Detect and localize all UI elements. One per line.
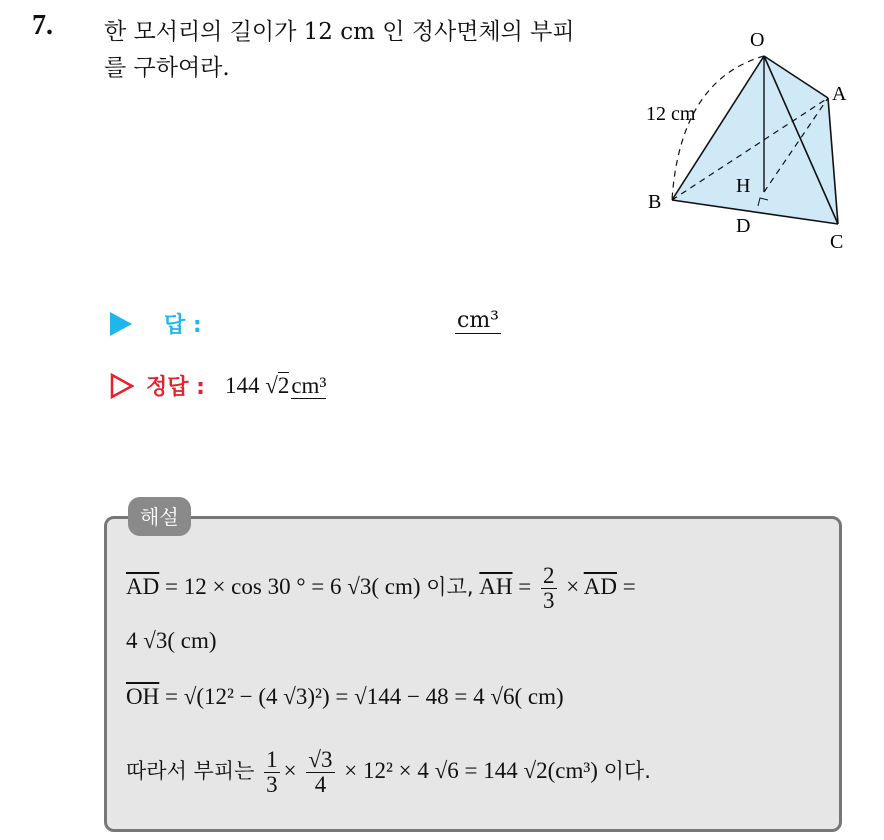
answer-blank[interactable]: cm³: [457, 308, 500, 333]
solution-line-3: $\overline{OH} = √(12^2 - (4$ √3)²) = √144 − 48 = 4 √6( cm): [126, 684, 564, 709]
correct-number: 144: [224, 372, 260, 398]
label-H: H: [736, 175, 751, 197]
answer-label: 답 :: [164, 313, 202, 338]
outline-triangle-icon: [110, 373, 134, 399]
answer-row: [110, 308, 202, 339]
question-number: 7.: [32, 10, 53, 41]
question-line-1: 한 모서리의 길이가 12 cm 인 정사면체의 부피: [104, 19, 575, 45]
correct-root: 2: [277, 372, 290, 398]
label-B: B: [648, 191, 662, 213]
correct-label: 정답 :: [146, 375, 205, 400]
solution-line-2: 4 √3( cm): [126, 628, 217, 653]
correct-value: 144 √2cm³: [224, 372, 327, 398]
label-A: A: [832, 83, 847, 105]
solution-line-4: 따라서 부피는 $\frac{1}{3}$ × $\frac{√3}{4}$ × 12² × 4 √6 = 144 √2(cm³) 이다.: [126, 747, 651, 797]
tetrahedron-figure: [640, 20, 860, 260]
edge-length-label: 12 cm: [646, 103, 696, 125]
question-line-2: 를 구하여라.: [104, 55, 230, 81]
label-C: C: [830, 231, 844, 253]
tetrahedron-face: [672, 56, 838, 224]
label-O: O: [750, 29, 765, 51]
correct-row: [110, 370, 326, 401]
correct-unit: cm³: [291, 372, 327, 398]
question-text: [104, 14, 624, 86]
label-D: D: [736, 215, 751, 237]
solution-tag: 해설: [128, 497, 191, 536]
solution-line-1: $\overline{AD} = 12 \times \cos 30$ ° = 6 √3( cm) 이고, $\overline{AH}$ = $\frac{2}{3}$ × $\overline{AD}$ =: [126, 563, 636, 613]
play-icon: [110, 312, 132, 336]
